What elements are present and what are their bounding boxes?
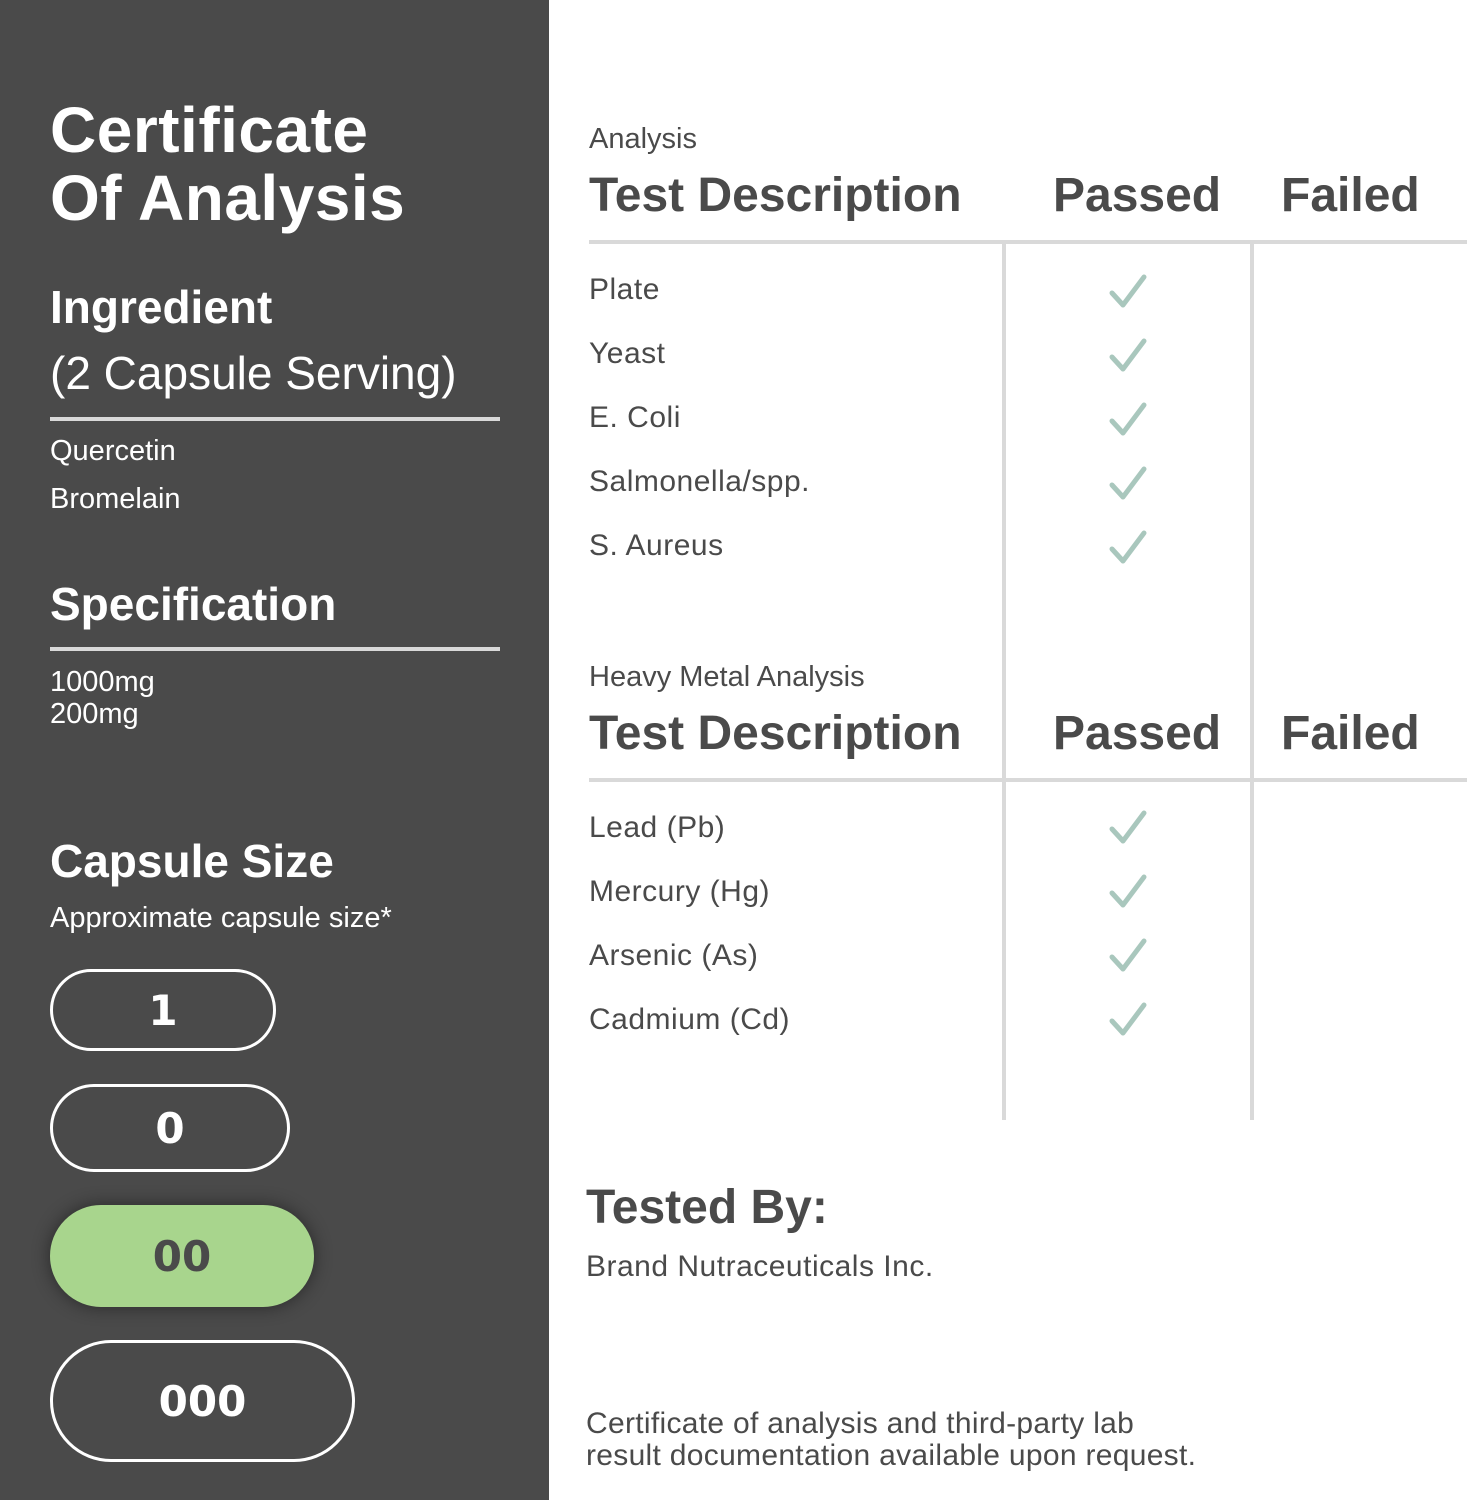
title-line-2: Of Analysis xyxy=(50,162,406,234)
heavy-metal-column-divider xyxy=(1002,640,1006,1120)
heavy-metal-row-label: Arsenic (As) xyxy=(589,939,759,972)
capsule-size-subheading: Approximate capsule size* xyxy=(50,902,392,934)
capsule-size-0[interactable] xyxy=(50,1084,290,1172)
check-icon xyxy=(1108,272,1148,312)
analysis-header-passed: Passed xyxy=(1053,169,1222,222)
footnote-line-1: Certificate of analysis and third-party lab xyxy=(586,1407,1135,1440)
analysis-row-label: Salmonella/spp. xyxy=(589,465,810,498)
heavy-metal-row-label: Cadmium (Cd) xyxy=(589,1003,791,1036)
ingredient-item: Quercetin xyxy=(50,435,176,467)
capsule-size-heading: Capsule Size xyxy=(50,835,334,887)
tested-by-name: Brand Nutraceuticals Inc. xyxy=(586,1250,934,1283)
page-title xyxy=(50,96,405,232)
ingredient-subheading: (2 Capsule Serving) xyxy=(50,347,457,399)
analysis-caption: Analysis xyxy=(589,123,697,155)
check-icon xyxy=(1108,528,1148,568)
check-icon xyxy=(1108,808,1148,848)
heavy-metal-row-label: Lead (Pb) xyxy=(589,811,726,844)
analysis-row-label: Yeast xyxy=(589,337,666,370)
specification-item: 1000mg xyxy=(50,666,155,698)
specification-divider xyxy=(50,647,500,651)
check-icon xyxy=(1108,400,1148,440)
ingredient-item: Bromelain xyxy=(50,483,181,515)
specification-item: 200mg xyxy=(50,698,139,730)
ingredient-divider xyxy=(50,417,500,421)
heavy-metal-header-test: Test Description xyxy=(589,707,962,760)
capsule-size-label: 1 xyxy=(148,985,178,1035)
heavy-metal-header-passed: Passed xyxy=(1053,707,1222,760)
heavy-metal-column-divider xyxy=(1250,640,1254,1120)
left-panel xyxy=(0,0,549,1500)
check-icon xyxy=(1108,336,1148,376)
analysis-row-label: S. Aureus xyxy=(589,529,724,562)
capsule-size-1[interactable] xyxy=(50,969,276,1051)
analysis-header-rule xyxy=(589,240,1467,244)
analysis-header-test: Test Description xyxy=(589,169,962,222)
heavy-metal-header-failed: Failed xyxy=(1281,707,1420,760)
heavy-metal-header-rule xyxy=(589,778,1467,782)
capsule-size-label: 00 xyxy=(152,1231,212,1281)
specification-heading: Specification xyxy=(50,578,337,630)
capsule-size-00-selected[interactable] xyxy=(50,1205,314,1307)
analysis-header-failed: Failed xyxy=(1281,169,1420,222)
heavy-metal-caption: Heavy Metal Analysis xyxy=(589,661,865,693)
tested-by-heading: Tested By: xyxy=(586,1181,828,1234)
check-icon xyxy=(1108,872,1148,912)
check-icon xyxy=(1108,936,1148,976)
capsule-size-label: 0 xyxy=(155,1103,185,1153)
ingredient-heading: Ingredient xyxy=(50,281,273,333)
heavy-metal-row-label: Mercury (Hg) xyxy=(589,875,771,908)
footnote-line-2: result documentation available upon request. xyxy=(586,1439,1197,1472)
analysis-column-divider xyxy=(1002,242,1006,642)
check-icon xyxy=(1108,464,1148,504)
analysis-row-label: Plate xyxy=(589,273,660,306)
check-icon xyxy=(1108,1000,1148,1040)
capsule-size-000[interactable] xyxy=(50,1340,355,1462)
analysis-row-label: E. Coli xyxy=(589,401,681,434)
title-line-1: Certificate xyxy=(50,94,369,166)
analysis-column-divider xyxy=(1250,242,1254,642)
capsule-size-label: 000 xyxy=(158,1376,247,1426)
